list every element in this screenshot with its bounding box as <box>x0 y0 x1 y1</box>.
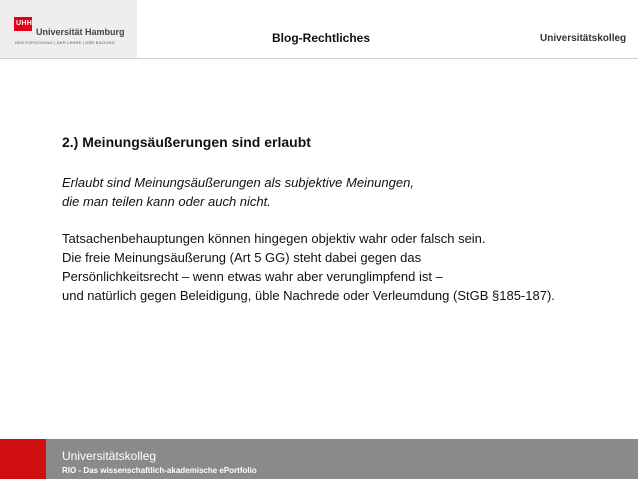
slide-header <box>0 0 638 60</box>
footer-title: Universitätskolleg <box>62 449 157 463</box>
italic-paragraph <box>62 173 622 211</box>
footer-subtitle: RIO - Das wissenschaftlich-akademische ePortfolio <box>62 466 257 475</box>
slide-title: Blog-Rechtliches <box>272 31 371 45</box>
logo-mark-text: UHH <box>16 20 33 27</box>
footer-accent-bar <box>0 439 46 479</box>
section-heading: 2.) Meinungsäußerungen sind erlaubt <box>62 134 311 150</box>
body-line: Die freie Meinungsäußerung (Art 5 GG) steht dabei gegen das <box>62 250 422 265</box>
logo-tagline: DER FORSCHUNG | DER LEHRE | DER BILDUNG <box>15 40 115 45</box>
slide-content <box>62 134 622 305</box>
university-logo <box>0 0 137 58</box>
logo-name: Universität Hamburg <box>36 27 125 37</box>
body-line: Tatsachenbehauptungen können hingegen objektiv wahr oder falsch sein. <box>62 231 486 246</box>
italic-line: die man teilen kann oder auch nicht. <box>62 194 271 209</box>
header-divider <box>0 58 638 59</box>
body-line: Persönlichkeitsrecht – wenn etwas wahr aber verunglimpfend ist – <box>62 269 443 284</box>
italic-line: Erlaubt sind Meinungsäußerungen als subjektive Meinungen, <box>62 175 414 190</box>
slide-footer <box>0 439 638 479</box>
brand-label: Universitätskolleg <box>540 33 627 44</box>
body-paragraph <box>62 229 622 305</box>
uhh-logo-icon <box>14 17 32 31</box>
body-line: und natürlich gegen Beleidigung, üble Nachrede oder Verleumdung (StGB §185-187). <box>62 288 555 303</box>
